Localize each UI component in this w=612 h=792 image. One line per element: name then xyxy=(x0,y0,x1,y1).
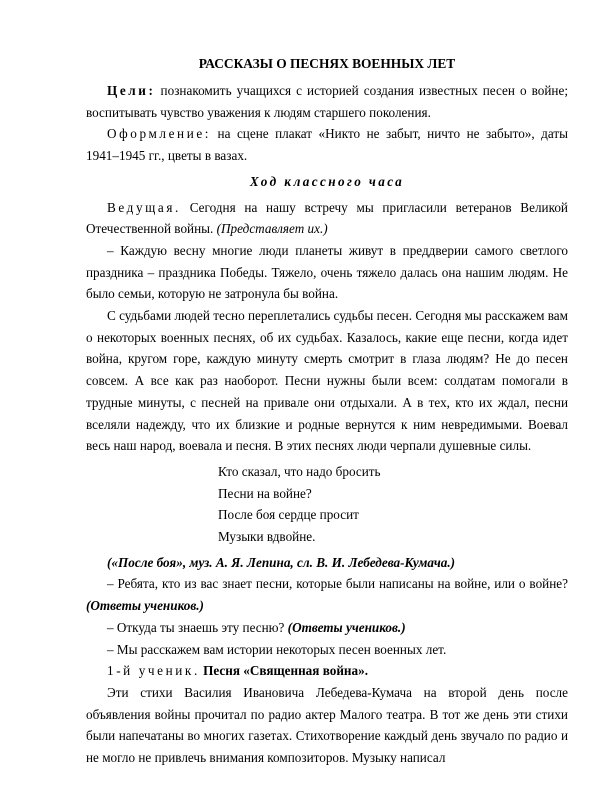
poem-line: Музыки вдвойне. xyxy=(218,529,316,545)
decoration-text: на сцене плакат «Никто не забыт, ничто не забыто», даты 1941–1945 гг., цветы в вазах. xyxy=(86,126,568,164)
question-1 xyxy=(86,573,568,616)
student-1-song: Песня «Священная война». xyxy=(199,663,369,679)
student-1-label: 1-й ученик. xyxy=(107,663,200,679)
goals-label: Цели: xyxy=(107,83,156,98)
spring-paragraph: – Каждую весну многие люди планеты живут в преддверии самого светлого праздника – праздника Победы. Тяжело, очень тяжело далась она нашим людям. Не было семьи, которую не затронула бы война. xyxy=(86,242,568,302)
page-title: РАССКАЗЫ О ПЕСНЯХ ВОЕННЫХ ЛЕТ xyxy=(198,56,456,71)
statement-line: – Мы расскажем вам истории некоторых песен военных лет. xyxy=(107,641,447,657)
question-1-text: – Ребята, кто из вас знает песни, которые были написаны на войне, или о войне? xyxy=(107,576,568,592)
student-1-line xyxy=(86,660,568,682)
decoration-label: Оформление: xyxy=(107,126,212,142)
poem-line: Кто сказал, что надо бросить xyxy=(218,463,381,479)
goals-text: познакомить учащихся с историей создания известных песен о войне; воспитывать чувство уважения к людям старшего поколения. xyxy=(86,83,568,120)
holy-war-paragraph: Эти стихи Василия Ивановича Лебедева-Кумача на второй день после объявления войны прочитал по радио актер Малого театра. В тот же день эти стихи были напечатаны во многих газетах. Стихотворение каждый день звучало по радио и не могло не привлечь внимания композиторов. Музыку написал xyxy=(86,684,568,766)
question-2-text: – Откуда ты знаешь эту песню? xyxy=(107,619,288,635)
poem-attribution: («После боя», муз. А. Я. Лепина, сл. В. И. Лебедева-Кумача.) xyxy=(107,554,456,570)
document-page xyxy=(86,53,568,769)
host-intro-note: (Представляет их.) xyxy=(216,221,328,237)
song-fates-paragraph: С судьбами людей тесно переплетались судьбы песен. Сегодня мы расскажем вам о некоторых военных песнях, об их судьбах. Казалось, какие еще песни, когда идет война, кругом горе, каждую минуту смерть смотрит в глаза людям? Не до песен совсем. А все как раз наоборот. Песни нужны были всем: солдатам помогали в трудные минуты, с песней на привале они отдыхали. А в тех, кто их ждал, песни вселяли надежду, что их близкие и родные вернутся к ним невредимыми. Воевал весь наш народ, воевала и песня. В этих песнях люди черпали душевные силы. xyxy=(86,308,568,454)
host-label: Ведущая. xyxy=(107,199,181,215)
answer-2-note: (Ответы учеников.) xyxy=(287,619,406,635)
decoration-paragraph xyxy=(86,123,568,166)
poem-line: Песни на войне? xyxy=(218,485,312,501)
poem-block xyxy=(218,461,568,548)
question-2 xyxy=(86,617,568,639)
section-subheading: Ход классного часа xyxy=(249,173,405,189)
poem-line: После боя сердце просит xyxy=(218,507,359,523)
answer-1-note: (Ответы учеников.) xyxy=(86,598,204,614)
host-intro-paragraph xyxy=(86,197,568,240)
goals-paragraph xyxy=(86,80,568,123)
host-intro-text: Сегодня на нашу встречу мы пригласили ветеранов Великой Отечественной войны. xyxy=(86,199,568,237)
